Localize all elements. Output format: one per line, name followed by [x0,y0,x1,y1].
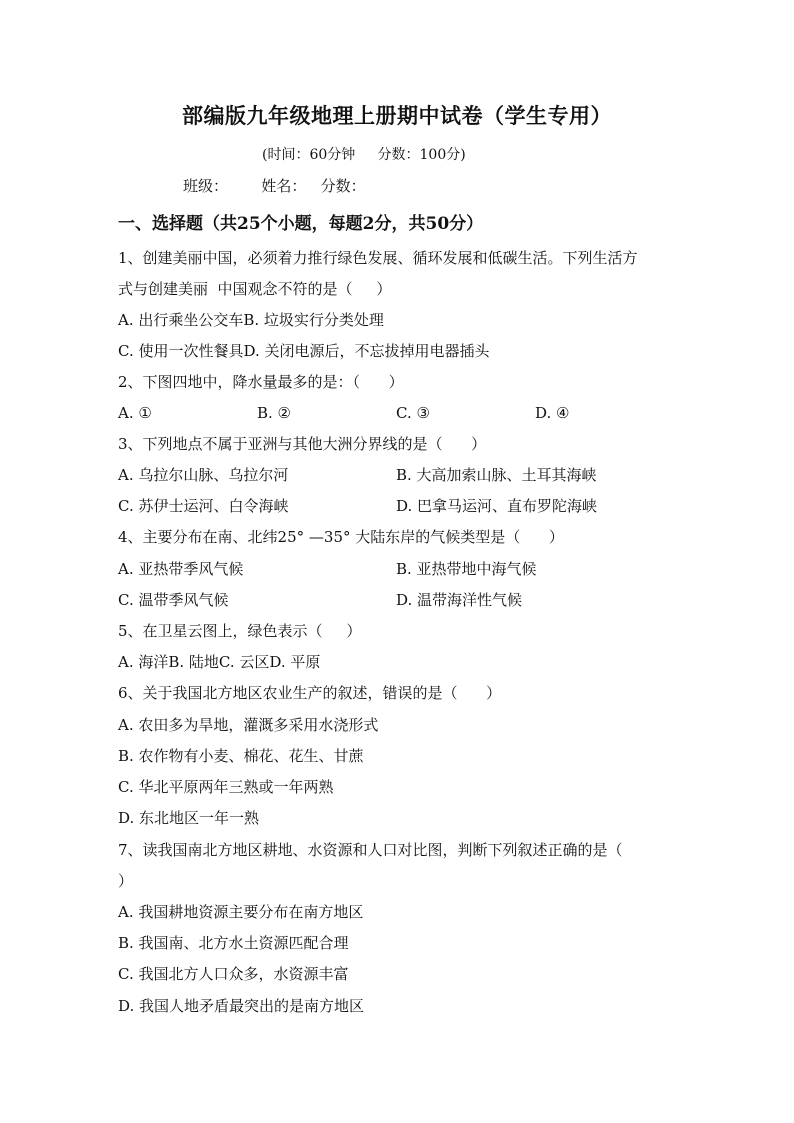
q6-option-a: A. 农田多为旱地，灌溉多采用水浇形式 [118,716,379,734]
q7-stem-line1: 7、读我国南北方地区耕地、水资源和人口对比图，判断下列叙述正确的是（ [118,841,623,859]
q2-option-b: B. ② [257,404,292,422]
q4-option-a: A. 亚热带季风气候 [118,560,244,578]
exam-time-score: (时间：60分钟 分数：100分) [262,147,466,163]
q1-stem-line1: 1、创建美丽中国，必须着力推行绿色发展、循环发展和低碳生活。下列生活方 [118,249,638,267]
q7-option-c: C. 我国北方人口众多，水资源丰富 [118,965,349,983]
q3-stem: 3、下列地点不属于亚洲与其他大洲分界线的是（ ） [118,435,487,453]
page-title: 部编版九年级地理上册期中试卷（学生专用） [182,103,612,128]
q4-option-d: D. 温带海洋性气候 [396,591,523,609]
q3-option-a: A. 乌拉尔山脉、乌拉尔河 [118,466,289,484]
q6-option-c: C. 华北平原两年三熟或一年两熟 [118,778,334,796]
q4-option-b: B. 亚热带地中海气候 [396,560,537,578]
q5-options: A. 海洋B. 陆地C. 云区D. 平原 [118,653,321,671]
section-heading: 一、选择题（共25个小题，每题2分，共50分） [118,214,484,234]
q3-option-b: B. 大高加索山脉、土耳其海峡 [396,466,597,484]
q6-option-d: D. 东北地区一年一熟 [118,809,260,827]
q6-stem: 6、关于我国北方地区农业生产的叙述，错误的是（ ） [118,684,502,702]
q2-option-a: A. ① [118,404,152,422]
q7-option-a: A. 我国耕地资源主要分布在南方地区 [118,903,364,921]
q2-option-d: D. ④ [535,404,570,422]
q1-options-ab: A. 出行乘坐公交车B. 垃圾实行分类处理 [118,311,384,329]
q1-options-cd: C. 使用一次性餐具D. 关闭电源后，不忘拔掉用电器插头 [118,342,490,360]
q2-stem: 2、下图四地中，降水量最多的是：（ ） [118,373,404,391]
q2-option-c: C. ③ [396,404,430,422]
q6-option-b: B. 农作物有小麦、棉花、花生、甘蔗 [118,747,364,765]
q7-option-b: B. 我国南、北方水土资源匹配合理 [118,934,349,952]
q1-stem-line2: 式与创建美丽 中国观念不符的是（ ） [118,280,392,298]
q3-option-d: D. 巴拿马运河、直布罗陀海峡 [396,497,598,515]
student-info-line: 班级： 姓名： 分数： [183,177,366,195]
q4-option-c: C. 温带季风气候 [118,591,229,609]
q7-stem-line2: ） [118,872,134,890]
q4-stem: 4、主要分布在南、北纬25° —35° 大陆东岸的气候类型是（ ） [118,528,564,546]
q7-option-d: D. 我国人地矛盾最突出的是南方地区 [118,997,365,1015]
q5-stem: 5、在卫星云图上，绿色表示（ ） [118,622,362,640]
q3-option-c: C. 苏伊士运河、白令海峡 [118,497,289,515]
